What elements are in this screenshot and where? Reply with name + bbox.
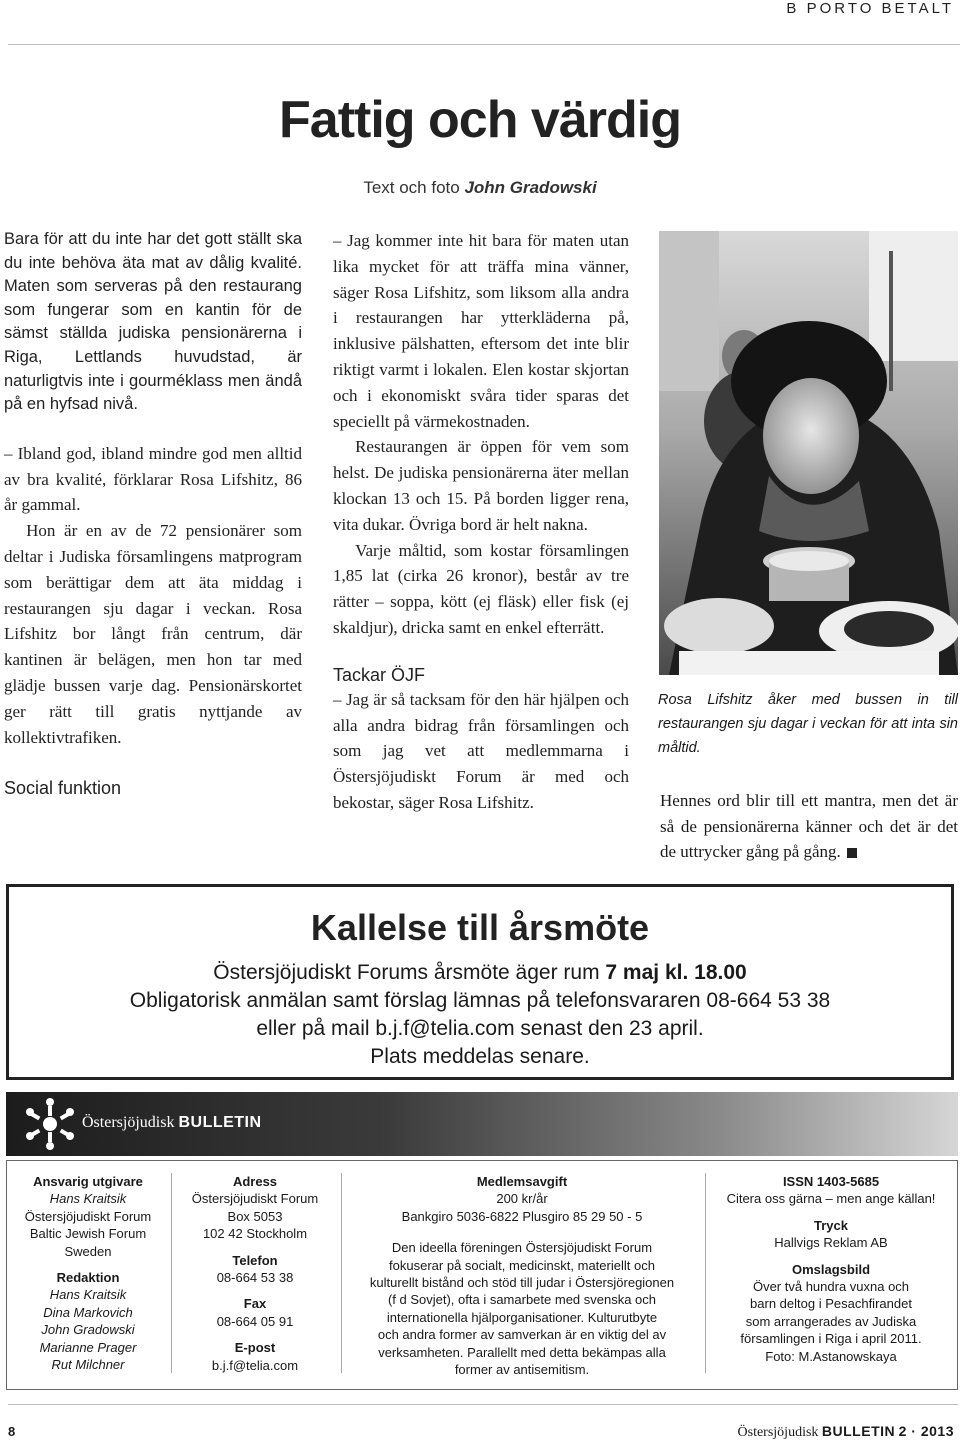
notice-line-3: eller på mail b.j.f@telia.com senast den 23 april. [256, 1017, 704, 1040]
notice-line-2: Obligatorisk anmälan samt förslag lämnas på telefonsvararen 08-664 53 38 [129, 989, 831, 1012]
fax-heading: Fax [243, 1296, 267, 1312]
medlem-description-line: (f d Sovjet), ofta i samarbete med svenska och [387, 1292, 657, 1308]
footer-name: BULLETIN [821, 1423, 896, 1439]
notice-line-4: Plats meddelas senare. [370, 1045, 590, 1068]
medlem-bank: Bankgiro 5036-6822 Plusgiro 85 29 50 - 5 [401, 1208, 643, 1224]
omslag-line: Foto: M.Astanowskaya [765, 1348, 897, 1364]
citera-note: Citera oss gärna – men ange källan! [726, 1191, 936, 1207]
footer-publication [738, 1423, 954, 1441]
omslag-line: församlingen i Riga i april 2011. [740, 1331, 922, 1347]
article-paragraph-4: Restaurangen är öppen för vem som helst. De judiska pensionärerna äter mellan klockan 13 och 15. På borden ligger rena, vita dukar. Övriga bord är helt nakna. [333, 437, 629, 534]
fax-number: 08-664 05 91 [216, 1313, 294, 1329]
notice-title: Kallelse till årsmöte [310, 907, 650, 948]
medlem-description-line: former av antisemitism. [454, 1362, 590, 1378]
article-lead: Bara för att du inte har det gott ställt ska du inte behöva äta mat av dålig kvalité. Maten som serveras på den restaurang som fungerar som en kantin för de sämst ställda judiska pensionärerna i Riga, Lettlands huvudstad, är naturligtvis inte i gourméklass men ändå på en hyfsad nivå. [4, 230, 302, 414]
article-conclusion [660, 788, 958, 865]
tryck-name: Hallvigs Reklam AB [774, 1235, 888, 1251]
medlem-description-line: fokuserar på socialt, medicinskt, materiellt och [389, 1257, 655, 1273]
annual-meeting-notice [6, 884, 954, 1080]
article-paragraph-2: Hon är en av de 72 pensionärer som deltar i Judiska församlingens matprogram som berättigar dem att äta middag i restaurangen sju dagar i veckan. Rosa Lifshitz bor långt från centrum, där kantinen är belägen, men hon tar med glädje bussen varje dag. Pensionärskortet ger rätt till gratis nyttjande av kollektivtrafiken. [4, 521, 302, 747]
org-name-sv: Östersjöjudiskt Forum [24, 1208, 152, 1224]
org-name-en: Baltic Jewish Forum [29, 1226, 147, 1242]
omslag-line: som arrangerades av Judiska [745, 1313, 917, 1329]
colophon [6, 1160, 958, 1390]
adress-line: 102 42 Stockholm [202, 1226, 308, 1242]
editor-name: Marianne Prager [39, 1339, 137, 1355]
ansvarig-heading: Ansvarig utgivare [33, 1174, 143, 1189]
headline: Fattig och värdig [279, 91, 681, 149]
article-paragraph-6: – Jag är så tacksam för den här hjälpen och alla andra bidrag från församlingen och som jag vet att medlemmarna i Östersjöjudiskt Forum är med och bekostar, säger Rosa Lifshitz. [333, 689, 629, 812]
editor-name: Rut Milchner [51, 1357, 125, 1373]
banner-prefix: Östersjöjudisk [82, 1114, 175, 1131]
telefon-number: 08-664 53 38 [216, 1270, 294, 1286]
notice-line-1 [9, 959, 951, 987]
omslag-heading: Omslagsbild [791, 1261, 871, 1277]
epost-heading: E-post [234, 1340, 276, 1356]
adress-heading: Adress [232, 1174, 278, 1189]
byline-prefix: Text och foto [363, 178, 460, 197]
porto-betalt-label: B PORTO BETALT [786, 0, 954, 17]
byline [0, 178, 960, 198]
medlem-heading: Medlemsavgift [476, 1174, 568, 1189]
tryck-heading: Tryck [814, 1217, 848, 1233]
medlem-description-line: internationella hjälporganisationer. Kulturutbyte [386, 1309, 658, 1325]
medlem-description-line: Den ideella föreningen Östersjöjudiskt Forum [391, 1240, 653, 1256]
photo-woman-in-fur-hat [659, 231, 958, 675]
bulletin-logo-icon [20, 1094, 80, 1154]
article-column-1 [4, 228, 302, 800]
page-number: 8 [8, 1424, 16, 1439]
colophon-membership [343, 1173, 701, 1378]
article-column-2 [333, 228, 629, 816]
adress-line: Östersjöjudiskt Forum [191, 1191, 319, 1207]
editor-name: Hans Kraitsik [49, 1287, 127, 1303]
medlem-description-line: och andra former av samverkan är en viktig del av [377, 1327, 667, 1343]
redaktion-heading: Redaktion [56, 1270, 120, 1286]
article-paragraph-3: – Jag kommer inte hit bara för maten utan lika mycket för att träffa mina vänner, säger Rosa Lifshitz, som liksom alla andra i restaurangen har ytterkläderna på, inklusive pälshatten, eftersom det inte blir riktigt varmt i lokalen. Elen kostar skjortan och i ekonomiskt svåra tider sparas det speciellt på värmekostnaden. [333, 231, 629, 431]
notice-line-1-text: Östersjöjudiskt Forums årsmöte äger rum [213, 961, 600, 984]
notice-date: 7 maj kl. 18.00 [605, 961, 747, 984]
medlem-description-line: kulturellt bistånd och stöd till judar i Östersjöregionen [369, 1275, 675, 1291]
ansvarig-name: Hans Kraitsik [49, 1191, 127, 1207]
photo-caption: Rosa Lifshitz åker med bussen in till restaurangen sju dagar i veckan för att inta sin måltid. [658, 692, 958, 756]
issn: ISSN 1403-5685 [782, 1174, 880, 1189]
colophon-publisher [9, 1173, 167, 1373]
banner-title [82, 1114, 262, 1132]
footer-rule [8, 1404, 958, 1405]
colophon-divider [171, 1173, 172, 1373]
adress-line: Box 5053 [227, 1208, 283, 1224]
banner-name: BULLETIN [178, 1114, 262, 1131]
subheading-tackar-ojf: Tackar ÖJF [333, 664, 426, 685]
bulletin-banner [6, 1092, 958, 1156]
subheading-social-funktion: Social funktion [4, 778, 122, 799]
colophon-divider [705, 1173, 706, 1373]
colophon-divider [341, 1173, 342, 1373]
footer-prefix: Östersjöjudisk [737, 1425, 819, 1440]
article-paragraph-1: – Ibland god, ibland mindre god men alltid av bra kvalité, förklarar Rosa Lifshitz, 86 år gammal. [4, 443, 302, 515]
editor-name: Dina Markovich [43, 1304, 133, 1320]
article-paragraph-7: Hennes ord blir till ett mantra, men det är så de pensionärerna känner och det är det de uttrycker gång på gång. [660, 791, 958, 861]
org-country: Sweden [64, 1243, 112, 1259]
colophon-contact [173, 1173, 337, 1374]
medlem-price: 200 kr/år [496, 1191, 548, 1207]
medlem-description-line: verksamheten. Parallellt med detta bekämpas alla [378, 1344, 666, 1360]
omslag-line: barn deltog i Pesachfirandet [750, 1296, 912, 1312]
telefon-heading: Telefon [232, 1252, 278, 1268]
end-mark [847, 848, 857, 858]
footer-issue: 2 · 2013 [898, 1423, 954, 1439]
article-paragraph-5: Varje måltid, som kostar församlingen 1,85 lat (cirka 26 kronor), består av tre rätter – soppa, kött (ej fläsk) eller fisk (ej skaldjur), dricka samt en enkel efterrätt. [333, 540, 629, 637]
omslag-line: Över två hundra vuxna och [752, 1279, 910, 1295]
colophon-print [707, 1173, 955, 1365]
top-rule [8, 44, 960, 45]
byline-author: John Gradowski [464, 178, 597, 197]
article-photo [659, 231, 958, 675]
editor-name: John Gradowski [41, 1322, 135, 1338]
epost-address: b.j.f@telia.com [211, 1357, 299, 1373]
